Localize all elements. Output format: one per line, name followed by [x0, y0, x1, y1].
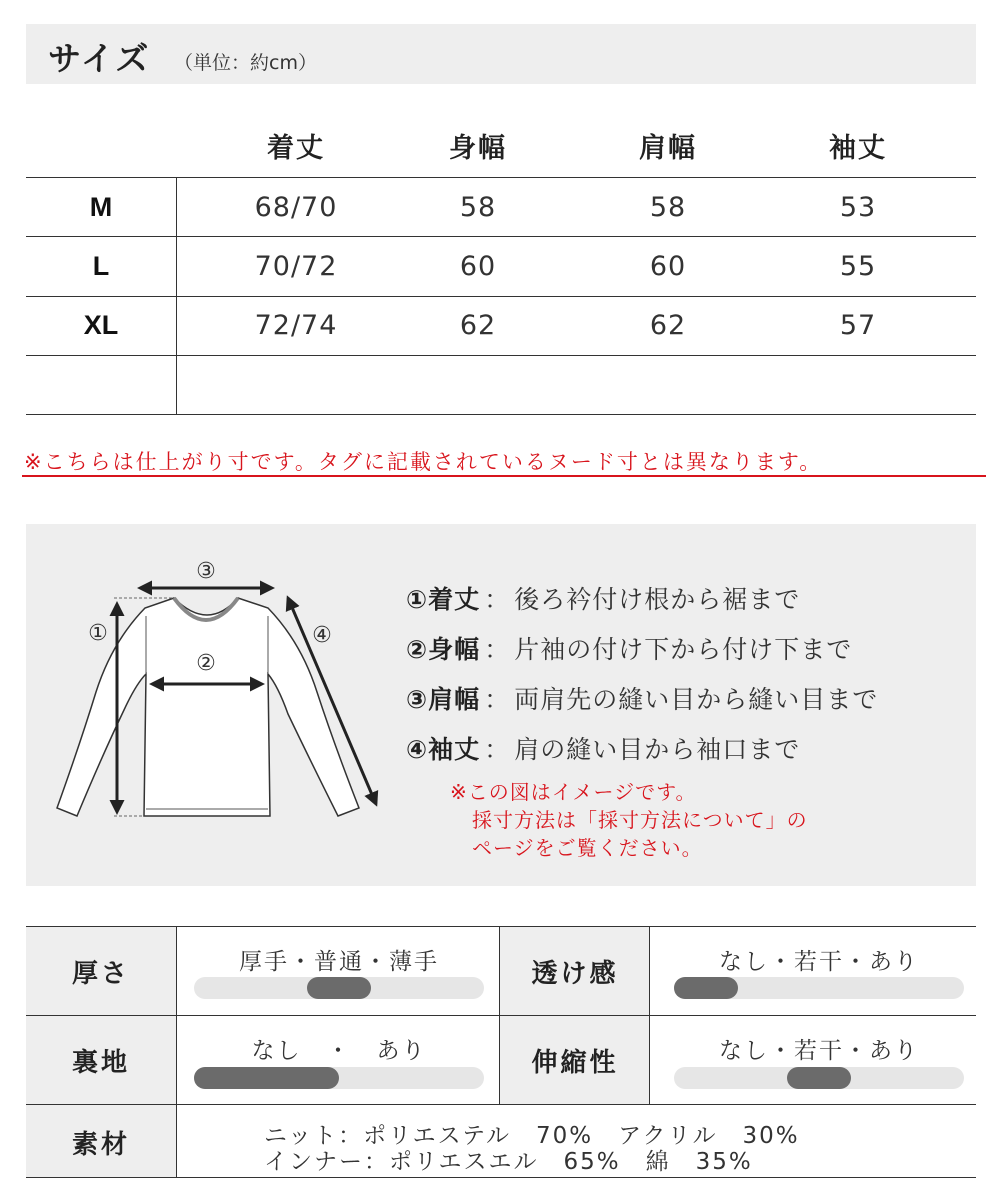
diagram-disclaimer: ※この図はイメージです。 [450, 780, 697, 804]
garment-diagram [26, 524, 396, 886]
attr-divider [26, 1104, 976, 1105]
row-label-xl: XL [83, 310, 119, 340]
legend-number: ① [406, 585, 429, 614]
legend-description: 両肩先の縫い目から縫い目まで [514, 685, 879, 714]
table-cell: 58 [459, 192, 497, 223]
sheerness-indicator [674, 977, 738, 999]
table-cell: 57 [839, 310, 877, 341]
legend-description: 片袖の付け下から付け下まで [514, 635, 853, 664]
material-line: ニット：ポリエステル 70% アクリル 30% [264, 1123, 800, 1149]
legend-term: 肩幅 [428, 685, 481, 714]
table-cell: 55 [839, 251, 877, 282]
table-cell: 60 [649, 251, 687, 282]
marker-4: ④ [312, 623, 332, 648]
table-cell: 72/74 [254, 310, 338, 341]
table-column-divider [176, 177, 177, 414]
marker-2: ② [196, 651, 216, 676]
legend-number: ② [406, 635, 429, 664]
legend-row-sleeve-length: ④袖丈 ： 肩の縫い目から袖口まで [406, 735, 801, 764]
table-divider [26, 236, 976, 237]
sheerness-options: なし・若干・あり [719, 949, 919, 975]
table-cell: 70/72 [254, 251, 338, 282]
lining-label: 裏地 [71, 1048, 130, 1078]
marker-1: ① [88, 621, 108, 646]
marker-3: ③ [196, 559, 216, 584]
lining-options: なし ・ あり [251, 1038, 427, 1064]
stretch-label: 伸縮性 [531, 1048, 619, 1078]
thickness-bar [194, 977, 484, 999]
attr-divider [26, 1015, 976, 1016]
legend-term: 着丈 [428, 585, 481, 614]
material-line: インナー：ポリエスエル 65% 綿 35% [264, 1149, 753, 1175]
legend-description: 肩の縫い目から袖口まで [514, 735, 801, 764]
diagram-disclaimer: 採寸方法は「採寸方法について」の [472, 808, 808, 832]
legend-term: 袖丈 [428, 735, 481, 764]
legend-row-length: ①着丈 ： 後ろ衿付け根から裾まで [406, 585, 801, 614]
attr-divider [26, 926, 976, 927]
column-header-shoulder-width: 肩幅 [639, 133, 697, 164]
diagram-disclaimer: ページをご覧ください。 [472, 836, 703, 860]
table-divider [26, 355, 976, 356]
table-divider [26, 414, 976, 415]
legend-description: 後ろ衿付け根から裾まで [514, 585, 801, 614]
stretch-options: なし・若干・あり [719, 1038, 919, 1064]
size-note: ※こちらは仕上がり寸です。タグに記載されているヌード寸とは異なります。 [24, 450, 823, 474]
thickness-label: 厚さ [71, 959, 130, 989]
table-divider [26, 177, 976, 178]
table-cell: 62 [649, 310, 687, 341]
size-chart-header [26, 24, 976, 84]
lining-bar [194, 1067, 484, 1089]
size-chart-unit: （単位：約cm） [174, 52, 317, 74]
row-label-l: L [92, 251, 110, 281]
row-label-m: M [89, 192, 113, 222]
lining-indicator [194, 1067, 339, 1089]
legend-term: 身幅 [428, 635, 481, 664]
table-cell: 68/70 [254, 192, 338, 223]
legend-number: ④ [406, 735, 429, 764]
attr-column-divider [176, 926, 177, 1177]
stretch-indicator [787, 1067, 851, 1089]
table-divider [26, 296, 976, 297]
legend-row-shoulder-width: ③肩幅 ： 両肩先の縫い目から縫い目まで [406, 685, 879, 714]
thickness-options: 厚手・普通・薄手 [239, 949, 439, 975]
table-cell: 53 [839, 192, 877, 223]
legend-row-body-width: ②身幅 ： 片袖の付け下から付け下まで [406, 635, 853, 664]
note-underline [22, 475, 986, 477]
column-header-body-width: 身幅 [449, 133, 507, 164]
column-header-length: 着丈 [267, 133, 325, 164]
stretch-bar [674, 1067, 964, 1089]
material-label: 素材 [71, 1130, 130, 1160]
attr-divider [26, 1177, 976, 1178]
legend-number: ③ [406, 685, 429, 714]
sheerness-bar [674, 977, 964, 999]
thickness-indicator [307, 977, 371, 999]
size-chart-title: サイズ [48, 39, 151, 78]
column-header-sleeve-length: 袖丈 [829, 133, 887, 164]
table-cell: 58 [649, 192, 687, 223]
sheerness-label: 透け感 [531, 959, 619, 989]
measurement-guide-panel [26, 524, 976, 886]
table-cell: 60 [459, 251, 497, 282]
table-cell: 62 [459, 310, 497, 341]
